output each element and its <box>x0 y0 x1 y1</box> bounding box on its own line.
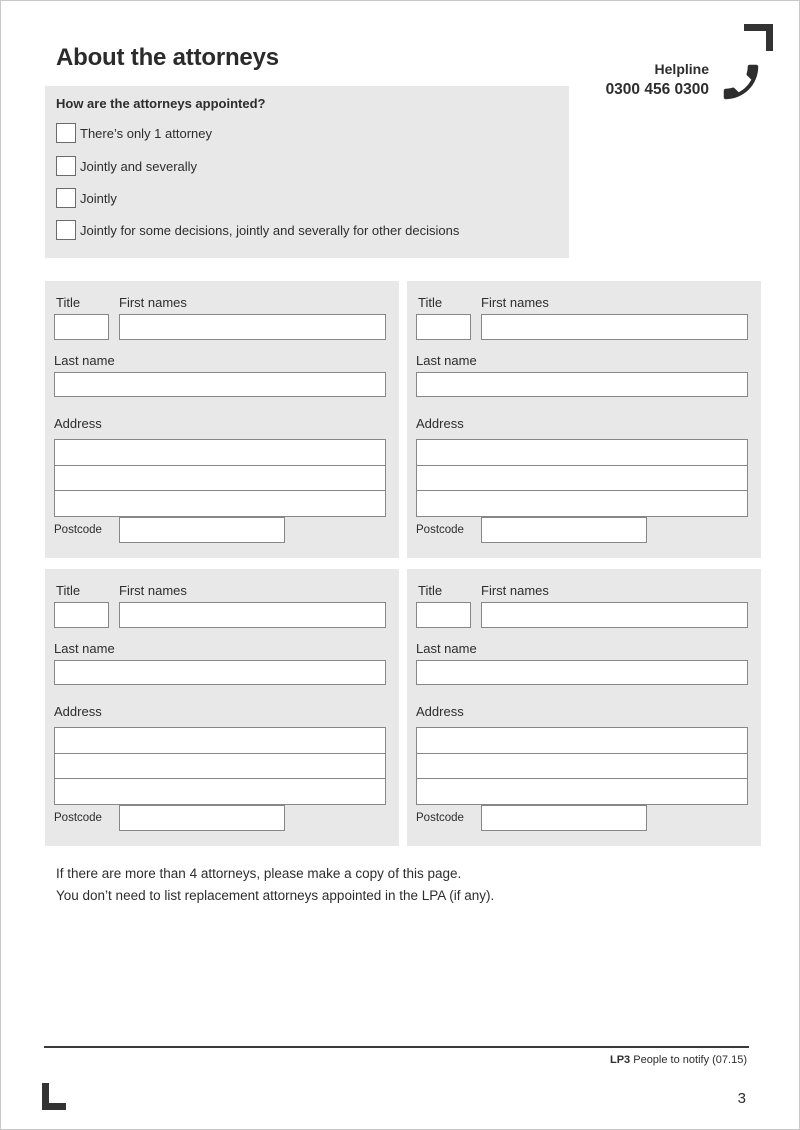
title-input[interactable] <box>54 602 109 628</box>
last-name-label: Last name <box>416 353 477 368</box>
address-line-1-input[interactable] <box>417 440 747 465</box>
form-version: (07.15) <box>712 1054 747 1066</box>
title-label: Title <box>56 583 81 598</box>
address-box <box>416 727 748 805</box>
first-names-input[interactable] <box>119 314 386 340</box>
address-label: Address <box>54 416 102 431</box>
postcode-label: Postcode <box>54 812 102 824</box>
first-names-label: First names <box>119 583 187 598</box>
attorney-panels-grid <box>45 281 761 846</box>
first-names-label: First names <box>481 295 549 310</box>
address-line-3-input[interactable] <box>55 778 385 804</box>
title-input[interactable] <box>416 602 471 628</box>
first-names-input[interactable] <box>119 602 386 628</box>
first-names-input[interactable] <box>481 602 748 628</box>
postcode-label: Postcode <box>416 524 464 536</box>
address-line-2-input[interactable] <box>417 753 747 779</box>
first-names-label: First names <box>119 295 187 310</box>
checkbox-jointly[interactable] <box>56 188 76 208</box>
checkbox-jointly-mixed[interactable] <box>56 220 76 240</box>
address-label: Address <box>416 704 464 719</box>
title-label: Title <box>56 295 81 310</box>
crop-mark-top-right <box>744 24 773 51</box>
last-name-input[interactable] <box>54 372 386 397</box>
option-jointly-mixed <box>56 220 459 240</box>
appointment-question: How are the attorneys appointed? <box>56 96 266 111</box>
address-line-1-input[interactable] <box>55 728 385 753</box>
option-label: Jointly for some decisions, jointly and severally for other decisions <box>80 222 460 238</box>
note-line-1: If there are more than 4 attorneys, please make a copy of this page. <box>56 866 462 881</box>
address-line-3-input[interactable] <box>417 490 747 516</box>
appointment-section <box>45 86 569 258</box>
title-input[interactable] <box>54 314 109 340</box>
page-number: 3 <box>737 1090 746 1107</box>
address-box <box>54 727 386 805</box>
crop-mark-bottom-left <box>42 1083 66 1110</box>
form-code: LP3 <box>609 1054 631 1066</box>
address-line-3-input[interactable] <box>417 778 747 804</box>
option-label: There’s only 1 attorney <box>80 125 212 141</box>
first-names-input[interactable] <box>481 314 748 340</box>
last-name-input[interactable] <box>54 660 386 685</box>
title-label: Title <box>418 583 443 598</box>
address-line-1-input[interactable] <box>55 440 385 465</box>
note-line-2: You don’t need to list replacement attorneys appointed in the LPA (if any). <box>56 888 495 903</box>
checkbox-only-one-attorney[interactable] <box>56 123 76 143</box>
address-box <box>416 439 748 517</box>
option-label: Jointly <box>80 190 117 206</box>
last-name-input[interactable] <box>416 660 748 685</box>
address-line-2-input[interactable] <box>417 465 747 491</box>
option-jointly-and-severally <box>56 156 197 176</box>
postcode-input[interactable] <box>481 517 647 543</box>
last-name-label: Last name <box>54 641 115 656</box>
footer-form-reference <box>610 1054 747 1066</box>
last-name-input[interactable] <box>416 372 748 397</box>
option-jointly <box>56 188 117 208</box>
last-name-label: Last name <box>416 641 477 656</box>
last-name-label: Last name <box>54 353 115 368</box>
postcode-label: Postcode <box>416 812 464 824</box>
helpline-label: Helpline <box>654 61 709 77</box>
address-line-2-input[interactable] <box>55 753 385 779</box>
page-title: About the attorneys <box>56 44 279 71</box>
address-line-2-input[interactable] <box>55 465 385 491</box>
address-label: Address <box>54 704 102 719</box>
postcode-input[interactable] <box>119 517 285 543</box>
address-box <box>54 439 386 517</box>
title-label: Title <box>418 295 443 310</box>
title-input[interactable] <box>416 314 471 340</box>
helpline-number: 0300 456 0300 <box>605 81 709 98</box>
option-only-one-attorney <box>56 123 212 143</box>
attorney-panel-3 <box>45 569 399 846</box>
attorney-panel-1 <box>45 281 399 558</box>
checkbox-jointly-and-severally[interactable] <box>56 156 76 176</box>
first-names-label: First names <box>481 583 549 598</box>
address-line-1-input[interactable] <box>417 728 747 753</box>
form-title: People to notify <box>633 1054 710 1066</box>
postcode-input[interactable] <box>119 805 285 831</box>
notes <box>56 863 494 907</box>
postcode-label: Postcode <box>54 524 102 536</box>
address-label: Address <box>416 416 464 431</box>
address-line-3-input[interactable] <box>55 490 385 516</box>
helpline-block <box>606 62 709 98</box>
postcode-input[interactable] <box>481 805 647 831</box>
option-label: Jointly and severally <box>80 158 198 174</box>
attorney-panel-2 <box>407 281 761 558</box>
phone-icon <box>718 59 764 105</box>
attorney-panel-4 <box>407 569 761 846</box>
footer-rule <box>44 1046 749 1048</box>
